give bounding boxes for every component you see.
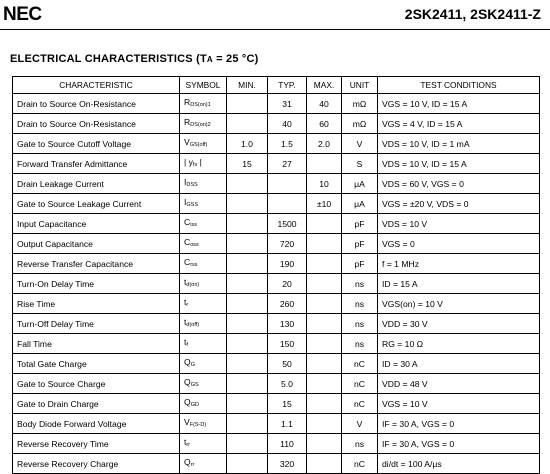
test-conditions-cell: ID = 15 A (378, 274, 540, 294)
characteristic-cell: Total Gate Charge (13, 354, 180, 374)
unit-cell: V (342, 134, 378, 154)
min-cell (227, 334, 268, 354)
max-cell (307, 234, 342, 254)
typ-cell: 31 (268, 94, 307, 114)
unit-cell: mΩ (342, 94, 378, 114)
table-row (13, 174, 540, 194)
column-header: UNIT (342, 77, 378, 94)
characteristic-cell: Fall Time (13, 334, 180, 354)
table-row (13, 314, 540, 334)
symbol-cell (180, 314, 227, 334)
symbol-main: C (184, 217, 191, 227)
max-cell: 40 (307, 94, 342, 114)
typ-cell: 1500 (268, 214, 307, 234)
page-header (0, 0, 550, 34)
unit-cell: mΩ (342, 114, 378, 134)
characteristic-cell: Reverse Recovery Time (13, 434, 180, 454)
max-cell (307, 154, 342, 174)
symbol-main: Q (184, 397, 191, 407)
max-cell (307, 334, 342, 354)
symbol-main: I (184, 177, 187, 187)
symbol-cell (180, 134, 227, 154)
column-header: SYMBOL (180, 77, 227, 94)
characteristic-cell: Gate to Source Charge (13, 374, 180, 394)
characteristic-cell: Reverse Transfer Capacitance (13, 254, 180, 274)
symbol-subscript: r (186, 302, 189, 308)
symbol-cell (180, 234, 227, 254)
test-conditions-cell: VGS = 10 V, ID = 15 A (378, 94, 540, 114)
typ-cell (268, 194, 307, 214)
characteristic-cell: Output Capacitance (13, 234, 180, 254)
symbol-cell (180, 434, 227, 454)
test-conditions-cell: VGS(on) = 10 V (378, 294, 540, 314)
table-row (13, 334, 540, 354)
symbol-main: C (184, 257, 191, 267)
symbol-cell (180, 94, 227, 114)
max-cell (307, 454, 342, 474)
min-cell (227, 194, 268, 214)
table-row (13, 454, 540, 474)
max-cell: 60 (307, 114, 342, 134)
symbol-main: t (184, 297, 187, 307)
max-cell: ±10 (307, 194, 342, 214)
typ-cell (268, 174, 307, 194)
max-cell (307, 274, 342, 294)
symbol-cell (180, 354, 227, 374)
test-conditions-cell: ID = 30 A (378, 354, 540, 374)
max-cell (307, 294, 342, 314)
unit-cell: μA (342, 174, 378, 194)
symbol-cell (180, 414, 227, 434)
table-row (13, 154, 540, 174)
table-row (13, 274, 540, 294)
characteristic-cell: Body Diode Forward Voltage (13, 414, 180, 434)
table-row (13, 134, 540, 154)
section-title-prefix: ELECTRICAL CHARACTERISTICS (T (10, 53, 207, 65)
symbol-subscript: iss (190, 222, 197, 228)
max-cell (307, 314, 342, 334)
min-cell (227, 274, 268, 294)
unit-cell: μA (342, 194, 378, 214)
table-row (13, 374, 540, 394)
table-row (13, 114, 540, 134)
symbol-subscript: rr (190, 462, 195, 468)
section-title-suffix: = 25 °C) (212, 53, 259, 65)
characteristic-cell: Drain to Source On-Resistance (13, 94, 180, 114)
test-conditions-cell: IF = 30 A, VGS = 0 (378, 434, 540, 454)
column-header: MAX. (307, 77, 342, 94)
symbol-cell (180, 334, 227, 354)
symbol-main: Q (184, 377, 191, 387)
characteristic-cell: Gate to Drain Charge (13, 394, 180, 414)
max-cell (307, 214, 342, 234)
unit-cell: ns (342, 314, 378, 334)
symbol-main: R (184, 97, 191, 107)
symbol-cell (180, 114, 227, 134)
symbol-main: I (184, 197, 187, 207)
test-conditions-cell: VDS = 10 V (378, 214, 540, 234)
typ-cell: 720 (268, 234, 307, 254)
test-conditions-cell: VDD = 48 V (378, 374, 540, 394)
characteristic-cell: Turn-On Delay Time (13, 274, 180, 294)
symbol-subscript: DS(on)2 (190, 122, 211, 128)
symbol-main: | y (184, 157, 193, 167)
symbol-subscript: GSS (186, 202, 199, 208)
table-row (13, 354, 540, 374)
unit-cell: S (342, 154, 378, 174)
min-cell (227, 114, 268, 134)
symbol-cell (180, 214, 227, 234)
part-numbers: 2SK2411, 2SK2411-Z (404, 6, 541, 22)
column-header: CHARACTERISTIC (13, 77, 180, 94)
electrical-characteristics-table (12, 76, 540, 474)
symbol-cell (180, 454, 227, 474)
typ-cell: 20 (268, 274, 307, 294)
min-cell (227, 234, 268, 254)
max-cell: 2.0 (307, 134, 342, 154)
min-cell (227, 314, 268, 334)
test-conditions-cell: VGS = 4 V, ID = 15 A (378, 114, 540, 134)
symbol-cell (180, 254, 227, 274)
max-cell (307, 414, 342, 434)
symbol-main: t (184, 317, 187, 327)
symbol-main: V (184, 137, 190, 147)
symbol-cell (180, 294, 227, 314)
table-row (13, 194, 540, 214)
min-cell (227, 434, 268, 454)
min-cell (227, 374, 268, 394)
test-conditions-cell: VGS = 0 (378, 234, 540, 254)
brand-logo: NEC (3, 4, 42, 25)
typ-cell: 260 (268, 294, 307, 314)
test-conditions-cell: VDS = 10 V, ID = 1 mA (378, 134, 540, 154)
unit-cell: nC (342, 454, 378, 474)
test-conditions-cell: VDS = 10 V, ID = 15 A (378, 154, 540, 174)
test-conditions-cell: VDS = 60 V, VGS = 0 (378, 174, 540, 194)
column-header: TYP. (268, 77, 307, 94)
characteristic-cell: Reverse Recovery Charge (13, 454, 180, 474)
symbol-subscript: d(on) (186, 282, 200, 288)
symbol-subscript: oss (190, 242, 199, 248)
unit-cell: ns (342, 434, 378, 454)
min-cell (227, 354, 268, 374)
typ-cell: 190 (268, 254, 307, 274)
test-conditions-cell: VGS = 10 V (378, 394, 540, 414)
symbol-cell (180, 374, 227, 394)
min-cell (227, 174, 268, 194)
max-cell (307, 394, 342, 414)
table-row (13, 254, 540, 274)
table-body (13, 94, 540, 474)
symbol-subscript: F(S-D) (189, 422, 207, 428)
min-cell: 15 (227, 154, 268, 174)
typ-cell: 1.5 (268, 134, 307, 154)
characteristic-cell: Forward Transfer Admittance (13, 154, 180, 174)
symbol-subscript: DS(on)1 (190, 102, 211, 108)
typ-cell: 27 (268, 154, 307, 174)
unit-cell: nC (342, 354, 378, 374)
section-title (10, 53, 259, 65)
table-row (13, 394, 540, 414)
table-row (13, 214, 540, 234)
table-row (13, 434, 540, 454)
symbol-cell (180, 274, 227, 294)
typ-cell: 15 (268, 394, 307, 414)
unit-cell: nC (342, 374, 378, 394)
unit-cell: nC (342, 394, 378, 414)
unit-cell: pF (342, 234, 378, 254)
section-title-sub: A (206, 55, 213, 64)
typ-cell: 320 (268, 454, 307, 474)
characteristic-cell: Drain Leakage Current (13, 174, 180, 194)
unit-cell: ns (342, 274, 378, 294)
typ-cell: 5.0 (268, 374, 307, 394)
unit-cell: ns (342, 294, 378, 314)
symbol-main: C (184, 237, 191, 247)
symbol-main: t (184, 437, 187, 447)
characteristic-cell: Gate to Source Leakage Current (13, 194, 180, 214)
symbol-subscript: rr (186, 442, 191, 448)
typ-cell: 130 (268, 314, 307, 334)
table-row (13, 294, 540, 314)
symbol-subscript: d(off) (186, 322, 200, 328)
symbol-main: Q (184, 357, 191, 367)
unit-cell: ns (342, 334, 378, 354)
typ-cell: 150 (268, 334, 307, 354)
typ-cell: 1.1 (268, 414, 307, 434)
characteristic-cell: Turn-Off Delay Time (13, 314, 180, 334)
symbol-cell (180, 194, 227, 214)
min-cell (227, 294, 268, 314)
symbol-subscript: DSS (186, 182, 198, 188)
test-conditions-cell: VDD = 30 V (378, 314, 540, 334)
typ-cell: 40 (268, 114, 307, 134)
symbol-cell (180, 394, 227, 414)
symbol-subscript: GS(off) (189, 142, 208, 148)
max-cell (307, 354, 342, 374)
symbol-subscript: G (190, 362, 195, 368)
test-conditions-cell: RG = 10 Ω (378, 334, 540, 354)
symbol-subscript: rss (190, 262, 198, 268)
unit-cell: pF (342, 214, 378, 234)
table-row (13, 94, 540, 114)
symbol-subscript: GD (190, 402, 199, 408)
symbol-main: V (184, 417, 190, 427)
min-cell (227, 414, 268, 434)
column-header: TEST CONDITIONS (378, 77, 540, 94)
test-conditions-cell: di/dt = 100 A/μs (378, 454, 540, 474)
symbol-main: t (184, 277, 187, 287)
min-cell (227, 254, 268, 274)
symbol-main: R (184, 117, 191, 127)
symbol-subscript: GS (190, 382, 199, 388)
symbol-cell (180, 174, 227, 194)
symbol-main: Q (184, 457, 191, 467)
unit-cell: V (342, 414, 378, 434)
max-cell (307, 374, 342, 394)
characteristic-cell: Gate to Source Cutoff Voltage (13, 134, 180, 154)
column-header: MIN. (227, 77, 268, 94)
typ-cell: 50 (268, 354, 307, 374)
header-rule (0, 29, 550, 30)
table-row (13, 414, 540, 434)
test-conditions-cell: f = 1 MHz (378, 254, 540, 274)
test-conditions-cell: VGS = ±20 V, VDS = 0 (378, 194, 540, 214)
min-cell (227, 454, 268, 474)
max-cell (307, 254, 342, 274)
min-cell (227, 94, 268, 114)
min-cell: 1.0 (227, 134, 268, 154)
symbol-cell (180, 154, 227, 174)
symbol-main: t (184, 337, 187, 347)
typ-cell: 110 (268, 434, 307, 454)
symbol-subscript: f (186, 342, 188, 348)
characteristic-cell: Input Capacitance (13, 214, 180, 234)
test-conditions-cell: IF = 30 A, VGS = 0 (378, 414, 540, 434)
symbol-suffix: | (197, 157, 202, 167)
max-cell (307, 434, 342, 454)
max-cell: 10 (307, 174, 342, 194)
unit-cell: pF (342, 254, 378, 274)
characteristic-cell: Rise Time (13, 294, 180, 314)
min-cell (227, 394, 268, 414)
min-cell (227, 214, 268, 234)
symbol-subscript: fs (192, 162, 198, 168)
table-row (13, 234, 540, 254)
characteristic-cell: Drain to Source On-Resistance (13, 114, 180, 134)
table-header-row (13, 77, 540, 94)
